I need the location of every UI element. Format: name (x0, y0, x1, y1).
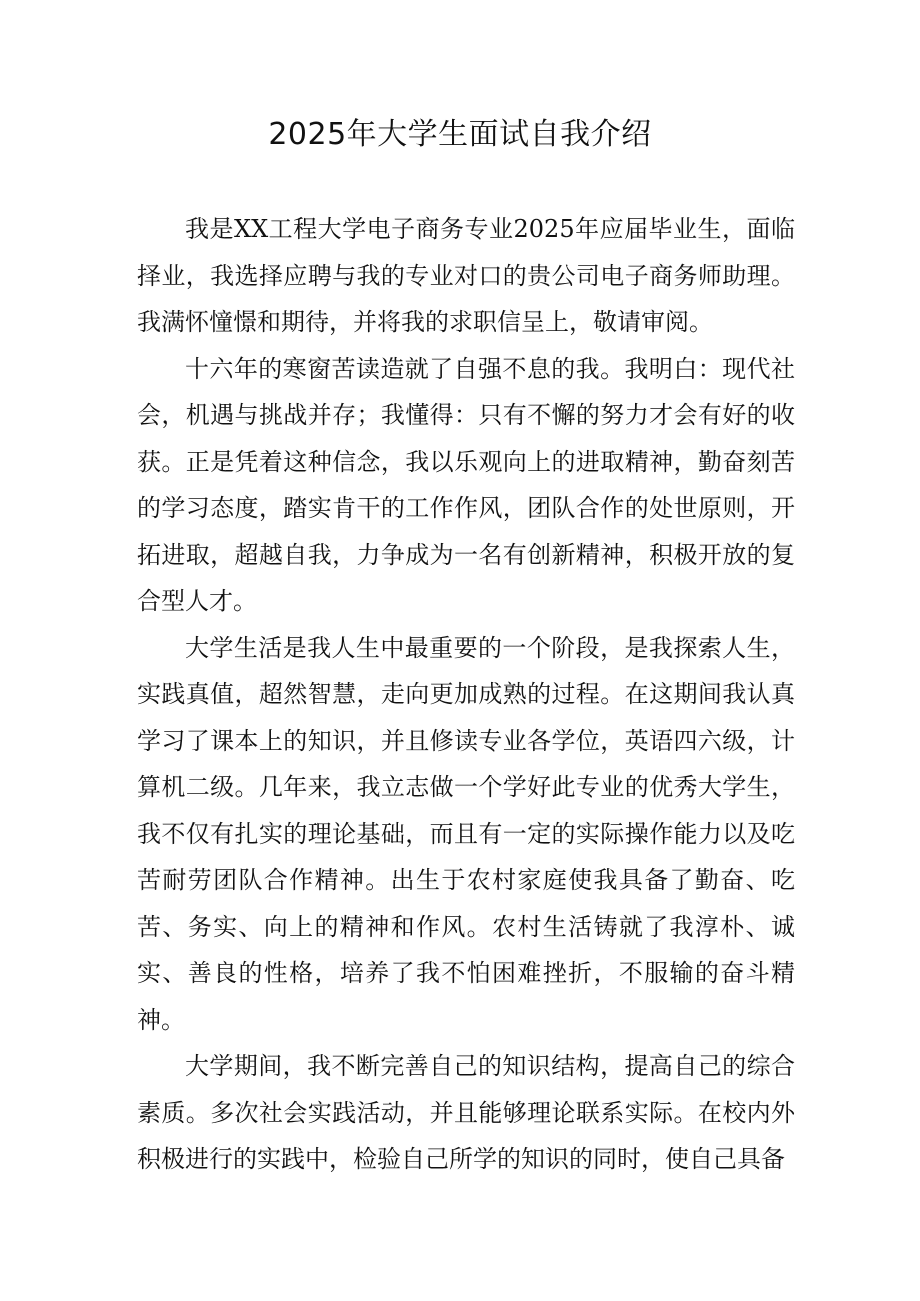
paragraph-character: 十六年的寒窗苦读造就了自强不息的我。我明白：现代社会，机遇与挑战并存；我懂得：只有不懈的努力才会有好的收获。正是凭着这种信念，我以乐观向上的进取精神，勤奋刻苦的学习态度，踏实肯干的工作作风，团队合作的处世原则，开拓进取，超越自我，力争成为一名有创新精神，积极开放的复合型人才。 (137, 354, 795, 615)
paragraph-university-life: 大学生活是我人生中最重要的一个阶段，是我探索人生，实践真值，超然智慧，走向更加成熟的过程。在这期间我认真学习了课本上的知识，并且修读专业各学位，英语四六级，计算机二级。几年来，我立志做一个学好此专业的优秀大学生，我不仅有扎实的理论基础，而且有一定的实际操作能力以及吃苦耐劳团队合作精神。出生于农村家庭使我具备了勤奋、吃苦、务实、向上的精神和作风。农村生活铸就了我淳朴、诚实、善良的性格，培养了我不怕困难挫折，不服输的奋斗精神。 (137, 633, 795, 1034)
paragraph-intro: 我是XX工程大学电子商务专业2025年应届毕业生，面临择业，我选择应聘与我的专业对口的贵公司电子商务师助理。我满怀憧憬和期待，并将我的求职信呈上，敬请审阅。 (137, 215, 795, 336)
paragraph-practice: 大学期间，我不断完善自己的知识结构，提高自己的综合素质。多次社会实践活动，并且能够理论联系实际。在校内外积极进行的实践中，检验自己所学的知识的同时，使自己具备 (137, 1052, 795, 1173)
page-title: 2025年大学生面试自我介绍 (268, 117, 652, 152)
document-body (137, 206, 795, 1183)
